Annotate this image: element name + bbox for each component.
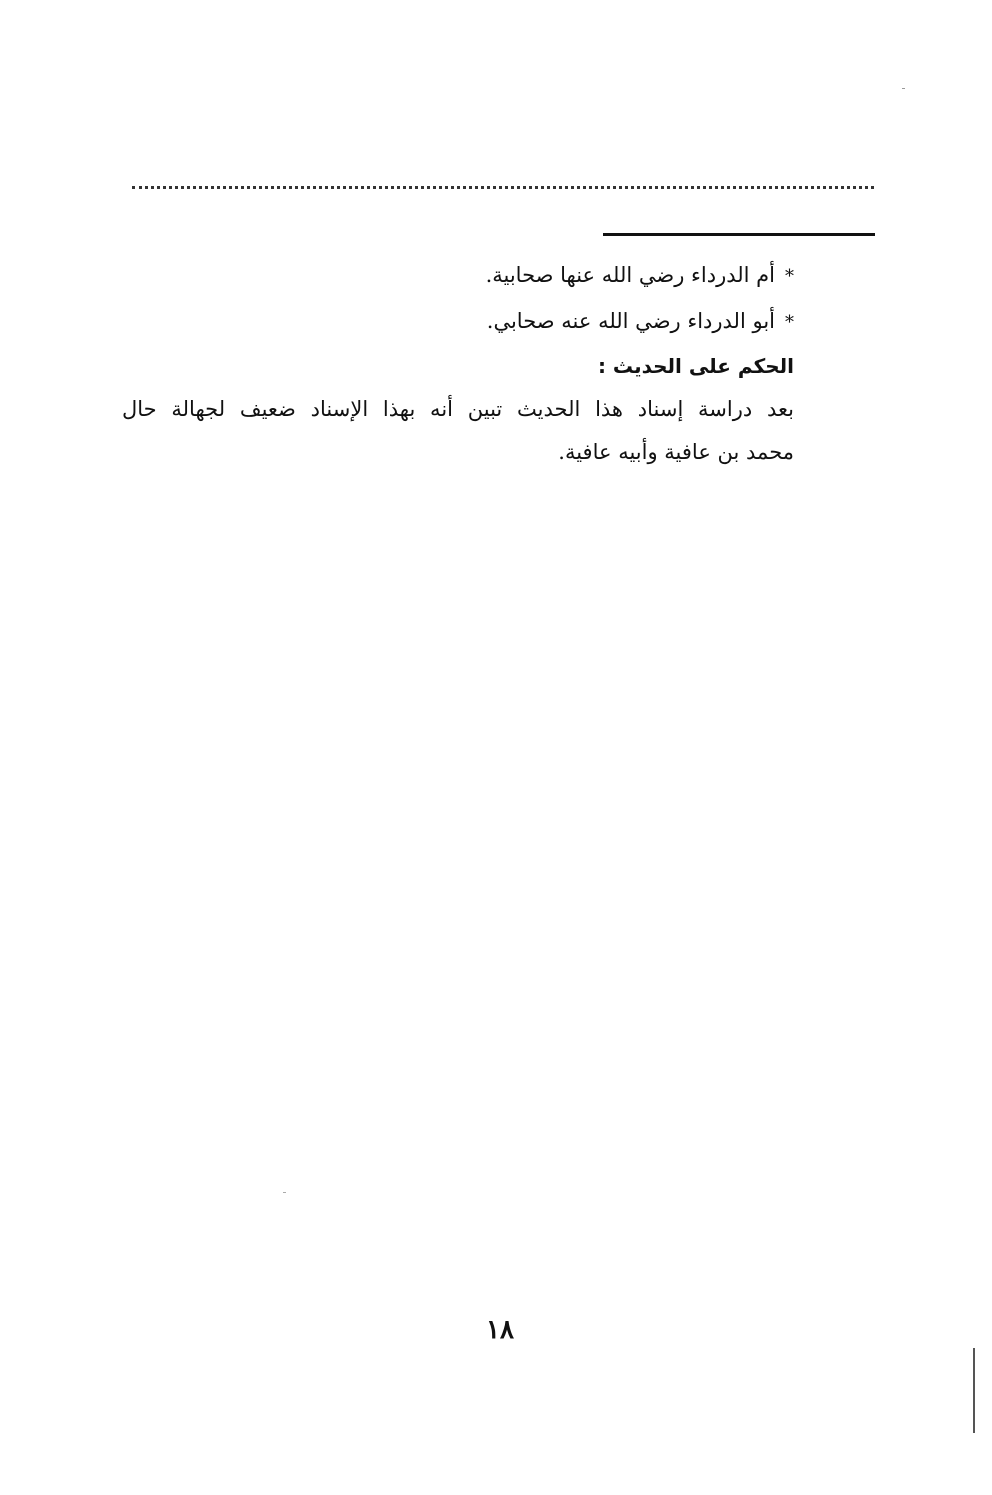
page-number: ١٨ — [486, 1315, 514, 1345]
dotted-separator — [132, 186, 874, 189]
entry-abu-darda — [487, 301, 794, 341]
ruling-paragraph-line-2: محمد بن عافية وأبيه عافية. — [558, 440, 794, 464]
entry-umm-darda — [486, 255, 794, 295]
scan-speck — [902, 88, 905, 89]
ruling-heading: الحكم على الحديث : — [597, 354, 794, 378]
scan-edge-line — [973, 1348, 975, 1433]
entry-text: أم الدرداء رضي الله عنها صحابية. — [485, 263, 775, 287]
entry-text: أبو الدرداء رضي الله عنه صحابي. — [486, 309, 775, 333]
ruling-paragraph-line-1: بعد دراسة إسناد هذا الحديث تبين أنه بهذا الإسناد ضعيف لجهالة حال — [122, 397, 794, 421]
scan-speck — [283, 1192, 286, 1193]
bullet-star-icon: * — [785, 266, 794, 287]
footnote-rule — [603, 233, 875, 236]
bullet-star-icon: * — [785, 312, 794, 333]
